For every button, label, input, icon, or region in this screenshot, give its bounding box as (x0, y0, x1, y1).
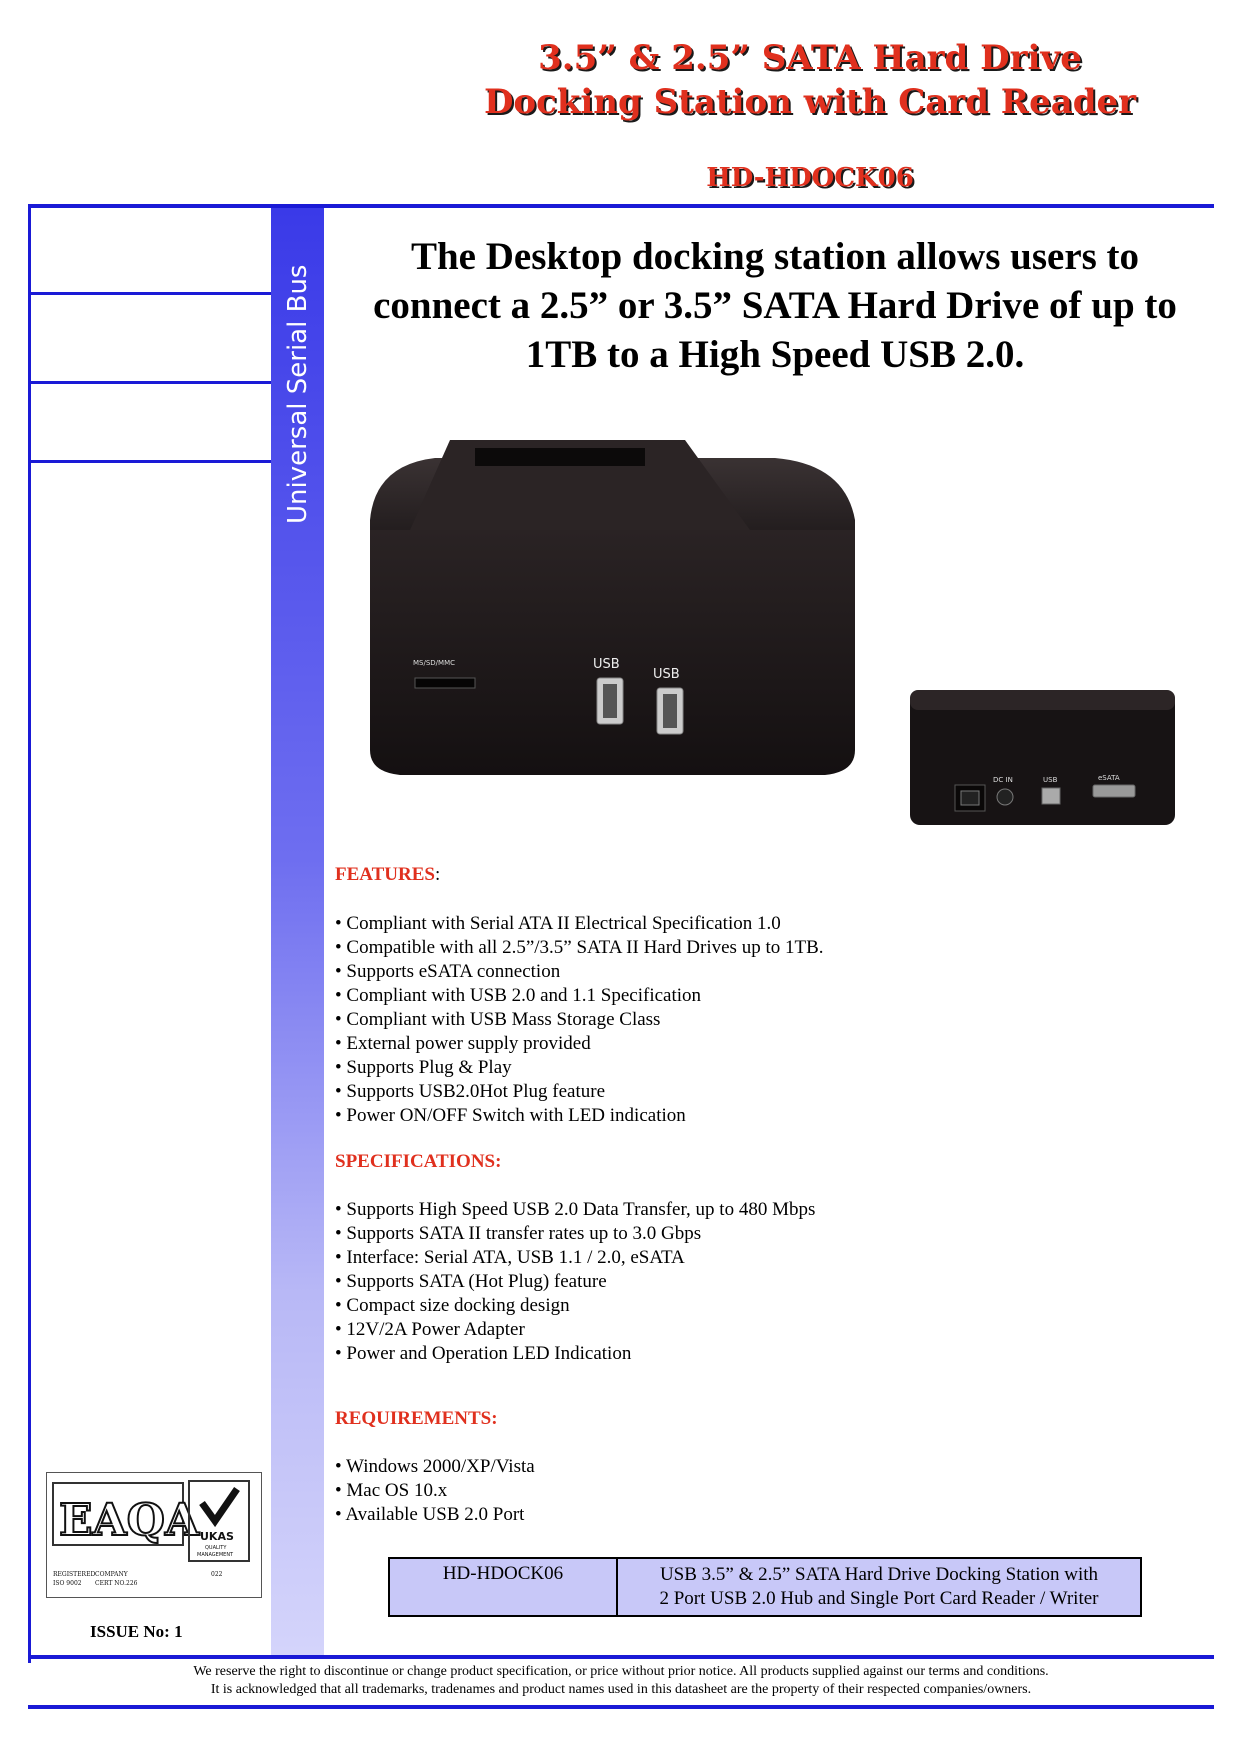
logo-registered: REGISTERED (53, 1571, 96, 1578)
card-slot-label: MS/SD/MMC (413, 659, 455, 667)
headline-line-3: 1TB to a High Speed USB 2.0. (525, 333, 1025, 376)
usb-label-1: USB (593, 657, 620, 672)
list-item: • Compliant with USB Mass Storage Class (335, 1009, 661, 1030)
order-table (388, 1557, 1142, 1617)
logo-company: COMPANY (95, 1571, 128, 1578)
headline (335, 232, 1215, 379)
ukas-label: UKAS (200, 1530, 234, 1543)
list-item: • Supports SATA II transfer rates up to 3.0 Gbps (335, 1223, 702, 1244)
issue-number: ISSUE No: 1 (90, 1622, 183, 1641)
product-back-image (905, 685, 1180, 830)
left-divider-1 (28, 292, 271, 295)
list-item: • Supports High Speed USB 2.0 Data Transfer, up to 480 Mbps (335, 1199, 816, 1220)
order-code-cell: HD-HDOCK06 (389, 1558, 617, 1616)
order-description-cell (617, 1558, 1141, 1616)
title-line-2: Docking Station with Card Reader (483, 82, 1137, 122)
dc-in-label: DC IN (993, 776, 1013, 784)
product-front-image (355, 420, 865, 795)
list-item: • Supports eSATA connection (335, 961, 561, 982)
back-usb-label: USB (1043, 776, 1058, 784)
list-item: • Compatible with all 2.5”/3.5” SATA II Hard Drives up to 1TB. (335, 937, 824, 958)
left-column-border (28, 208, 271, 1663)
list-item: • Supports SATA (Hot Plug) feature (335, 1271, 607, 1292)
order-description-line-1: USB 3.5” & 2.5” SATA Hard Drive Docking Station with (659, 1564, 1099, 1585)
specifications-heading: SPECIFICATIONS: (335, 1151, 502, 1172)
features-list (335, 912, 824, 1128)
esata-label: eSATA (1098, 774, 1120, 782)
list-item: • Compliant with Serial ATA II Electrical Specification 1.0 (335, 913, 781, 934)
table-row (389, 1558, 1141, 1616)
list-item: • Compliant with USB 2.0 and 1.1 Specification (335, 985, 702, 1006)
ukas-sub-1: QUALITY (205, 1545, 227, 1551)
requirements-heading: REQUIREMENTS: (335, 1408, 498, 1429)
bottom-rule-2 (28, 1705, 1214, 1709)
list-item: • External power supply provided (335, 1033, 591, 1054)
headline-line-1: The Desktop docking station allows users to (410, 235, 1140, 278)
list-item: • Supports Plug & Play (335, 1057, 512, 1078)
footer-line-2: It is acknowledged that all trademarks, tradenames and product names used in this datasheet are the property of their respected companies/owners. (210, 1682, 1032, 1697)
list-item: • 12V/2A Power Adapter (335, 1319, 525, 1340)
ukas-check-icon (202, 1489, 237, 1521)
list-item: • Supports USB2.0Hot Plug feature (335, 1081, 606, 1102)
list-item: • Power and Operation LED Indication (335, 1343, 632, 1364)
list-item: • Interface: Serial ATA, USB 1.1 / 2.0, eSATA (335, 1247, 685, 1268)
model-number: HD-HDOCK06 (706, 163, 914, 193)
ukas-sub-2: MANAGEMENT (197, 1552, 234, 1558)
features-heading: FEATURES: (335, 864, 441, 885)
left-divider-3 (28, 460, 271, 463)
specifications-list (335, 1198, 815, 1366)
logo-number: 022 (211, 1571, 223, 1578)
logo-cert: CERT NO.226 (95, 1580, 138, 1587)
usb-label-2: USB (653, 667, 680, 682)
sidebar-label: Universal Serial Bus (283, 264, 313, 524)
left-divider-2 (28, 381, 271, 384)
title-line-1: 3.5” & 2.5” SATA Hard Drive (538, 38, 1082, 78)
footer-line-1: We reserve the right to discontinue or change product specification, or price without prior notice. All products supplied against our terms and conditions. (193, 1664, 1049, 1679)
bottom-rule-1 (28, 1655, 1214, 1659)
logo-iso: ISO 9002 (53, 1580, 82, 1587)
list-item: • Power ON/OFF Switch with LED indication (335, 1105, 686, 1126)
certification-logo (46, 1472, 262, 1598)
list-item: • Compact size docking design (335, 1295, 570, 1316)
sidebar-gradient-bar (271, 208, 324, 1655)
list-item: • Windows 2000/XP/Vista (335, 1456, 535, 1477)
requirements-list (335, 1455, 535, 1527)
headline-line-2: connect a 2.5” or 3.5” SATA Hard Drive of up to (373, 284, 1177, 327)
eaqa-mark: EAQA (59, 1495, 200, 1546)
order-description-line-2: 2 Port USB 2.0 Hub and Single Port Card Reader / Writer (659, 1588, 1099, 1609)
list-item: • Available USB 2.0 Port (335, 1504, 525, 1525)
list-item: • Mac OS 10.x (335, 1480, 448, 1501)
footer-disclaimer (28, 1663, 1214, 1699)
